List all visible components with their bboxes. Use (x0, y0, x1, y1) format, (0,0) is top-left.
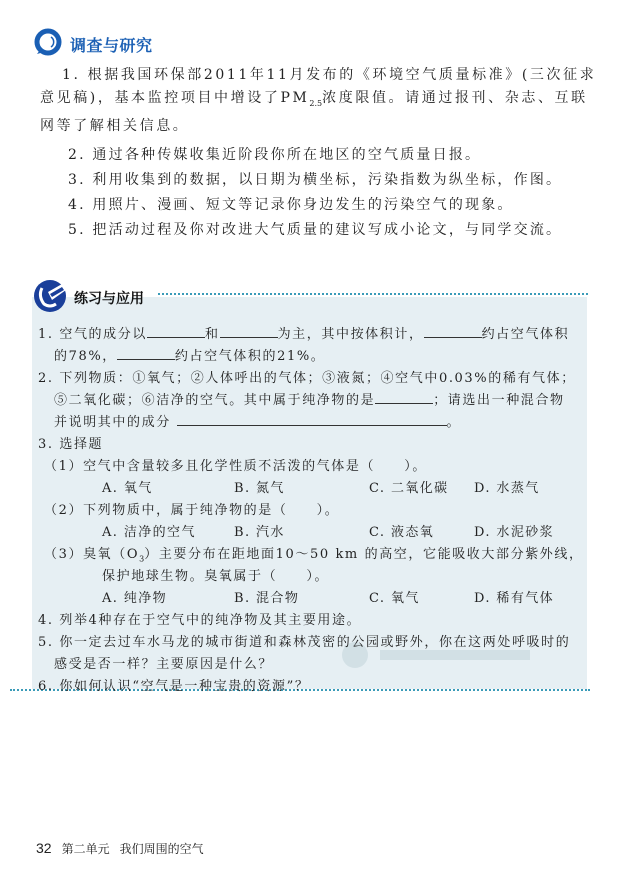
item-number: 5. (68, 222, 86, 238)
option-c[interactable]: C. 二氧化碳 (369, 481, 449, 496)
answer-blank[interactable] (177, 413, 447, 426)
question-text: 列举4种存在于空气中的纯净物及其主要用途。 (59, 613, 362, 628)
practice-check-icon (32, 278, 68, 318)
answer-blank[interactable] (147, 325, 205, 338)
question-number: 3. (38, 437, 54, 452)
dotted-divider (158, 293, 588, 295)
page-footer (36, 840, 204, 857)
item-text: 通过各种传媒收集近阶段你所在地区的空气质量日报。 (92, 147, 482, 163)
question-text: 你如何认识“空气是一种宝贵的资源”？ (59, 679, 310, 694)
item-text: 利用收集到的数据，以日期为横坐标，污染指数为纵坐标，作图。 (92, 172, 563, 188)
research-item-3 (68, 169, 562, 189)
question-2-line3 (54, 411, 461, 430)
chapter-label: 我们周围的空气 (119, 842, 204, 856)
option-b[interactable]: B. 氮气 (234, 481, 285, 496)
option-d[interactable]: D. 水蒸气 (474, 481, 540, 496)
question-text: 你一定去过车水马龙的城市街道和森林茂密的公园或野外，你在这两处呼吸时的 (59, 635, 571, 650)
research-item-4 (68, 194, 514, 214)
subscript: 3 (139, 554, 145, 564)
question-text: 为主，其中按体积计， (277, 327, 424, 342)
question-5 (38, 631, 570, 650)
subquestion-stem: 下列物质中，属于纯净物的是（ ）。 (83, 503, 340, 518)
page-number: 32 (36, 840, 52, 856)
item-text: 把活动过程及你对改进大气质量的建议写成小论文，与同学交流。 (92, 222, 563, 238)
unit-label: 第二单元 (61, 842, 110, 856)
question-2 (38, 367, 576, 386)
question-text: 选择题 (59, 437, 104, 452)
item-text: 用照片、漫画、短文等记录你身边发生的污染空气的现象。 (92, 197, 514, 213)
research-item-1 (40, 64, 600, 138)
question-text: ；请选出一种混合物 (433, 393, 565, 408)
question-text: 并说明其中的成分 (54, 415, 171, 430)
option-b[interactable]: B. 汽水 (234, 525, 285, 540)
practice-section-header (32, 278, 144, 318)
option-a[interactable]: A. 氧气 (102, 481, 153, 496)
question-text: 下列物质：①氧气；②人体呼出的气体；③液氮；④空气中0.03%的稀有气体； (59, 371, 576, 386)
question-1 (38, 323, 569, 342)
option-b[interactable]: B. 混合物 (234, 591, 300, 606)
item-number: 2. (68, 147, 86, 163)
option-c[interactable]: C. 氧气 (369, 591, 420, 606)
question-number: 5. (38, 635, 54, 650)
item-number: 3. (68, 172, 86, 188)
question-text: ⑤二氧化碳；⑥洁净的空气。其中属于纯净物的是 (54, 393, 376, 408)
question-text: 约占空气体积 (481, 327, 570, 342)
subquestion-label: （1） (44, 459, 84, 474)
question-text: 和 (204, 327, 220, 342)
research-item-5 (68, 219, 562, 239)
subquestion-label: （3） (44, 547, 84, 562)
research-heading: 调查与研究 (70, 35, 153, 55)
question-number: 4. (38, 613, 54, 628)
option-a[interactable]: A. 纯净物 (102, 591, 168, 606)
question-6-text (38, 675, 309, 694)
practice-heading: 练习与应用 (74, 291, 144, 307)
subquestion-stem: 空气中含量较多且化学性质不活泼的气体是（ ）。 (83, 459, 427, 474)
research-ring-icon (34, 28, 62, 60)
research-item-2 (68, 144, 481, 164)
subquestion-2 (44, 499, 339, 518)
subscript: 2.5 (309, 98, 323, 108)
question-text: 。 (446, 415, 462, 430)
item-text: 浓度限值。请通过报刊、杂志、互联网等了解相关信息。 (40, 90, 588, 134)
item-number: 1. (62, 67, 81, 83)
subquestion-1 (44, 455, 427, 474)
option-d[interactable]: D. 稀有气体 (474, 591, 555, 606)
subquestion-stem: 臭氧（O (83, 547, 140, 562)
question-number: 2. (38, 371, 54, 386)
subquestion-label: （2） (44, 503, 84, 518)
question-3 (38, 433, 103, 452)
question-2-line2 (54, 389, 565, 408)
question-number: 1. (38, 327, 54, 342)
question-5-line2: 感受是否一样？主要原因是什么？ (54, 657, 274, 672)
research-section-header (34, 27, 153, 61)
question-4 (38, 609, 361, 628)
item-text: 根据我国环保部2011年11月发布的《环境空气质量标准》(三次征求意见稿)，基本监控项目中增设了PM (40, 67, 597, 106)
question-text: 空气的成分以 (59, 327, 147, 342)
question-number: 6. (38, 679, 54, 694)
option-a[interactable]: A. 洁净的空气 (102, 525, 196, 540)
subquestion-3-line2: 保护地球生物。臭氧属于（ ）。 (102, 569, 330, 584)
question-text: 约占空气体积的21%。 (174, 349, 326, 364)
option-d[interactable]: D. 水泥砂浆 (474, 525, 555, 540)
answer-blank[interactable] (375, 391, 433, 404)
answer-blank[interactable] (220, 325, 278, 338)
item-number: 4. (68, 197, 86, 213)
answer-blank[interactable] (117, 347, 175, 360)
answer-blank[interactable] (424, 325, 482, 338)
subquestion-stem: ）主要分布在距地面10～50 km 的高空，它能吸收大部分紫外线， (144, 547, 584, 562)
option-c[interactable]: C. 液态氧 (369, 525, 435, 540)
question-1-cont (54, 345, 325, 364)
question-text: 的78%， (54, 349, 117, 364)
subquestion-3 (44, 543, 584, 564)
